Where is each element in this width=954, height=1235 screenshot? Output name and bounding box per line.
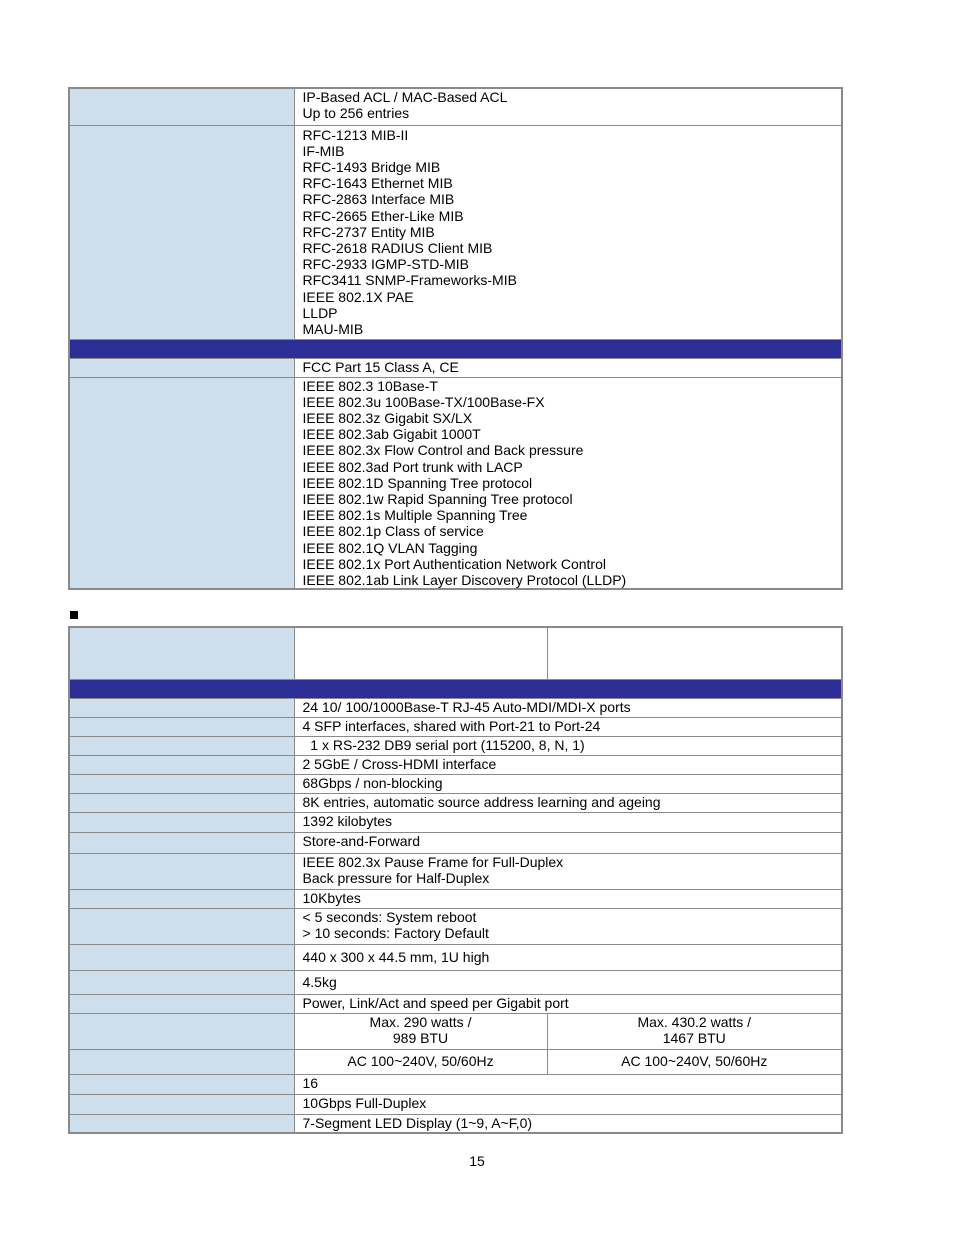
value-line: 1392 kilobytes xyxy=(302,812,393,829)
value-line: Power, Link/Act and speed per Gigabit port xyxy=(302,994,569,1011)
row-label-cell xyxy=(69,736,294,755)
power-consumption-cell-2 xyxy=(547,1013,842,1049)
row-label-cell xyxy=(69,944,294,970)
row-value-cell xyxy=(294,1074,842,1094)
row-value-cell xyxy=(294,832,842,853)
row-label-cell xyxy=(69,970,294,994)
value-line: 7-Segment LED Display (1~9, A~F,0) xyxy=(302,1114,533,1131)
table-row xyxy=(69,812,842,832)
value-line: IP-Based ACL / MAC-Based ACL xyxy=(302,89,508,105)
table-row xyxy=(69,1074,842,1094)
value-line: 68Gbps / non-blocking xyxy=(302,774,443,791)
header-model-cell-1 xyxy=(294,627,547,679)
value-line: 1467 BTU xyxy=(662,1029,726,1046)
row-label-cell xyxy=(69,908,294,944)
value-line: LLDP xyxy=(302,304,338,321)
row-value-cell xyxy=(294,793,842,812)
row-label-cell xyxy=(69,698,294,717)
row-value-cell xyxy=(294,944,842,970)
header-label-cell xyxy=(69,627,294,679)
value-line: IF-MIB xyxy=(302,142,345,159)
value-line: RFC-1493 Bridge MIB xyxy=(302,158,441,175)
value-line: IEEE 802.1X PAE xyxy=(302,288,414,305)
table-header-row xyxy=(69,627,842,679)
row-label-cell xyxy=(69,1013,294,1049)
value-line: Back pressure for Half-Duplex xyxy=(302,869,490,886)
section-band-cell xyxy=(69,339,842,358)
row-label-cell xyxy=(69,358,294,377)
row-label-cell xyxy=(69,889,294,908)
value-line: 24 10/ 100/1000Base-T RJ-45 Auto-MDI/MDI-X ports xyxy=(302,698,631,715)
row-label-cell xyxy=(69,1094,294,1114)
value-line: 440 x 300 x 44.5 mm, 1U high xyxy=(302,948,490,965)
table-row xyxy=(69,889,842,908)
row-value-cell xyxy=(294,717,842,736)
row-label-cell xyxy=(69,377,294,589)
row-value-cell xyxy=(294,853,842,889)
row-value-cell xyxy=(294,994,842,1013)
row-value-cell xyxy=(294,358,842,377)
row-label-cell xyxy=(69,793,294,812)
value-line: Max. 430.2 watts / xyxy=(637,1013,752,1030)
power-consumption-cell-1 xyxy=(294,1013,547,1049)
row-value-cell xyxy=(294,889,842,908)
value-line: > 10 seconds: Factory Default xyxy=(302,924,489,941)
row-value-cell xyxy=(294,377,842,589)
table-row xyxy=(69,125,842,339)
row-label-cell xyxy=(69,832,294,853)
row-value-cell xyxy=(294,698,842,717)
value-line: 2 5GbE / Cross-HDMI interface xyxy=(302,755,497,772)
row-value-cell xyxy=(294,755,842,774)
row-value-cell xyxy=(294,736,842,755)
value-line: IEEE 802.1s Multiple Spanning Tree xyxy=(302,507,528,524)
table-row xyxy=(69,994,842,1013)
spec-table-hardware xyxy=(68,626,843,1134)
value-line: 10Gbps Full-Duplex xyxy=(302,1094,427,1111)
row-label-cell xyxy=(69,717,294,736)
value-line: RFC-2665 Ether-Like MIB xyxy=(302,207,464,224)
value-line: RFC3411 SNMP-Frameworks-MIB xyxy=(302,272,517,289)
value-line: Store-and-Forward xyxy=(302,832,420,849)
row-label-cell xyxy=(69,88,294,125)
row-label-cell xyxy=(69,1114,294,1133)
row-label-cell xyxy=(69,812,294,832)
value-line: 1 x RS-232 DB9 serial port (115200, 8, N, 1) xyxy=(302,736,585,753)
table-row xyxy=(69,944,842,970)
value-line: RFC-2933 IGMP-STD-MIB xyxy=(302,256,469,273)
value-line: IEEE 802.1Q VLAN Tagging xyxy=(302,539,478,556)
value-line: RFC-1213 MIB-II xyxy=(302,126,409,143)
row-label-cell xyxy=(69,1049,294,1074)
value-line: IEEE 802.1p Class of service xyxy=(302,523,484,540)
section-header-band xyxy=(69,679,842,698)
value-line: MAU-MIB xyxy=(302,320,364,337)
value-line: 989 BTU xyxy=(392,1029,449,1046)
value-line: 4.5kg xyxy=(302,973,337,990)
table-row xyxy=(69,832,842,853)
table-row xyxy=(69,1013,842,1049)
table-row xyxy=(69,970,842,994)
power-requirement-cell-2 xyxy=(547,1049,842,1074)
value-line: IEEE 802.3u 100Base-TX/100Base-FX xyxy=(302,393,545,410)
row-label-cell xyxy=(69,755,294,774)
table-row xyxy=(69,717,842,736)
row-value-cell xyxy=(294,125,842,339)
spec-table-software xyxy=(68,87,843,590)
table-row xyxy=(69,774,842,793)
value-line: Max. 290 watts / xyxy=(369,1013,472,1030)
value-line: IEEE 802.3z Gigabit SX/LX xyxy=(302,409,473,426)
row-value-cell xyxy=(294,812,842,832)
row-value-cell xyxy=(294,774,842,793)
value-line: IEEE 802.1ab Link Layer Discovery Protocol (LLDP) xyxy=(302,571,627,588)
value-line: IEEE 802.3ad Port trunk with LACP xyxy=(302,458,523,475)
table-row xyxy=(69,1049,842,1074)
table-row xyxy=(69,377,842,589)
row-value-cell xyxy=(294,88,842,125)
row-value-cell xyxy=(294,908,842,944)
row-label-cell xyxy=(69,125,294,339)
value-line: IEEE 802.1w Rapid Spanning Tree protocol xyxy=(302,490,573,507)
row-label-cell xyxy=(69,1074,294,1094)
value-line: FCC Part 15 Class A, CE xyxy=(302,358,459,375)
value-line: RFC-1643 Ethernet MIB xyxy=(302,175,453,192)
row-label-cell xyxy=(69,774,294,793)
table-row xyxy=(69,698,842,717)
row-label-cell xyxy=(69,994,294,1013)
table-row xyxy=(69,358,842,377)
value-line: AC 100~240V, 50/60Hz xyxy=(621,1053,768,1070)
value-line: 8K entries, automatic source address learning and ageing xyxy=(302,793,661,810)
header-model-cell-2 xyxy=(547,627,842,679)
value-line: IEEE 802.3x Flow Control and Back pressure xyxy=(302,442,584,459)
row-label-cell xyxy=(69,853,294,889)
value-line: 16 xyxy=(302,1074,319,1091)
table-row xyxy=(69,1114,842,1133)
power-requirement-cell-1 xyxy=(294,1049,547,1074)
table-row xyxy=(69,736,842,755)
value-line: IEEE 802.1x Port Authentication Network Control xyxy=(302,555,606,572)
section-band-cell xyxy=(69,679,842,698)
value-line: < 5 seconds: System reboot xyxy=(302,908,477,925)
table-row xyxy=(69,853,842,889)
section-header-band xyxy=(69,339,842,358)
value-line: RFC-2737 Entity MIB xyxy=(302,223,435,240)
table-row xyxy=(69,88,842,125)
table-row xyxy=(69,755,842,774)
row-value-cell xyxy=(294,970,842,994)
row-value-cell xyxy=(294,1094,842,1114)
section-bullet-icon xyxy=(70,611,78,619)
table-row xyxy=(69,793,842,812)
value-line: RFC-2618 RADIUS Client MIB xyxy=(302,239,493,256)
page-number: 15 xyxy=(469,1153,485,1169)
value-line: IEEE 802.3 10Base-T xyxy=(302,377,438,394)
value-line: RFC-2863 Interface MIB xyxy=(302,191,455,208)
value-line: 10Kbytes xyxy=(302,889,361,906)
value-line: IEEE 802.3ab Gigabit 1000T xyxy=(302,426,481,443)
value-line: Up to 256 entries xyxy=(302,105,410,122)
value-line: AC 100~240V, 50/60Hz xyxy=(347,1053,494,1070)
value-line: 4 SFP interfaces, shared with Port-21 to Port-24 xyxy=(302,717,601,734)
value-line: IEEE 802.1D Spanning Tree protocol xyxy=(302,474,533,491)
value-line: IEEE 802.3x Pause Frame for Full-Duplex xyxy=(302,853,564,870)
table-row xyxy=(69,1094,842,1114)
table-row xyxy=(69,908,842,944)
row-value-cell xyxy=(294,1114,842,1133)
